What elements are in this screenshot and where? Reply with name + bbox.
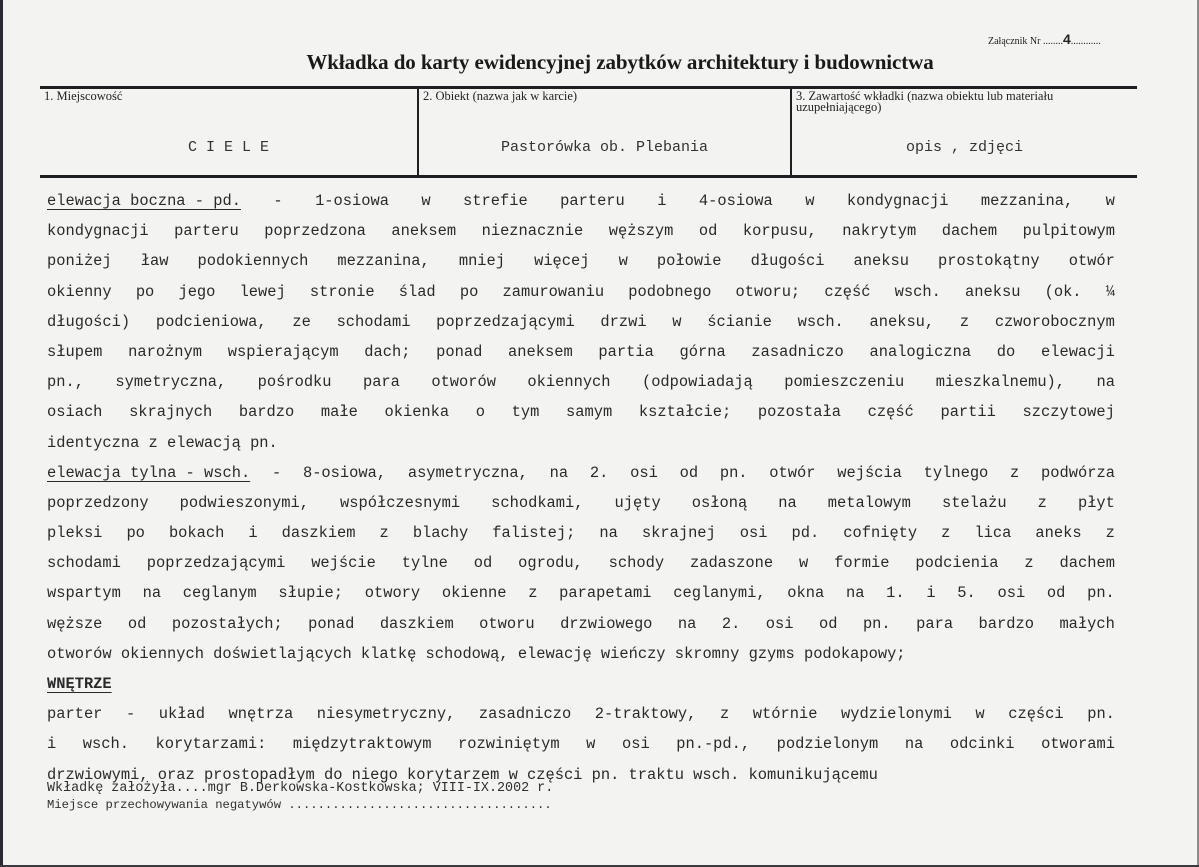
word: poprzedzającymi bbox=[146, 554, 286, 573]
word: elewacji bbox=[1040, 342, 1115, 361]
word: otworu bbox=[479, 614, 535, 633]
field-object bbox=[417, 89, 790, 175]
word: osłoną bbox=[691, 493, 748, 512]
word: ponad bbox=[308, 614, 355, 633]
word: długości bbox=[750, 252, 825, 271]
word: bokach bbox=[168, 524, 225, 543]
word: 1. bbox=[886, 584, 905, 603]
elevation-heading: elewacja boczna - pd. bbox=[47, 192, 241, 210]
word: układ bbox=[158, 705, 205, 724]
word: otworu; bbox=[735, 282, 801, 301]
word: osiach bbox=[47, 403, 103, 422]
word: cofnięty bbox=[843, 524, 918, 543]
word: z bbox=[1024, 554, 1034, 573]
word: otworów bbox=[47, 644, 112, 663]
text-line bbox=[47, 518, 1115, 548]
word: samym bbox=[566, 403, 613, 422]
word: para bbox=[916, 614, 954, 633]
word: o bbox=[475, 403, 486, 422]
word: zasadniczo bbox=[751, 342, 844, 361]
word: wieńczy bbox=[600, 644, 666, 663]
word: 1-osiowa bbox=[315, 192, 389, 210]
word: z bbox=[1010, 463, 1020, 482]
word: dachem bbox=[1059, 554, 1115, 573]
word: międzytraktowym bbox=[292, 735, 432, 754]
word: okiennych bbox=[120, 644, 204, 663]
section-heading: WNĘTRZE bbox=[47, 675, 112, 693]
word: mieszkalnemu), bbox=[935, 373, 1066, 392]
document-footer bbox=[47, 780, 553, 813]
word: w bbox=[672, 312, 682, 331]
word: elewacją bbox=[166, 433, 241, 452]
word: schodami bbox=[336, 312, 411, 331]
word: z bbox=[148, 433, 158, 452]
word: z bbox=[719, 705, 730, 724]
word: z bbox=[528, 584, 538, 603]
word: na bbox=[778, 493, 797, 512]
text-line bbox=[47, 609, 1115, 639]
text-line bbox=[47, 367, 1115, 397]
word: zadaszone bbox=[689, 554, 774, 573]
word: lica bbox=[974, 524, 1012, 543]
word: prostopadłym bbox=[203, 765, 315, 784]
word: identyczna bbox=[47, 433, 140, 452]
field-locality bbox=[40, 89, 417, 175]
word: pn. bbox=[862, 614, 891, 633]
word: - bbox=[273, 192, 283, 210]
word: i bbox=[248, 524, 258, 543]
word: aneks bbox=[1035, 524, 1082, 543]
word: doświetlających bbox=[213, 644, 352, 663]
word: w bbox=[421, 192, 431, 210]
word: jego bbox=[178, 282, 216, 301]
word: drzwiowymi, bbox=[47, 765, 149, 784]
field-contents bbox=[790, 89, 1137, 175]
word: ujęty bbox=[614, 493, 661, 512]
word: wspierającym bbox=[227, 342, 339, 361]
word: długości) bbox=[47, 312, 131, 331]
word: wsch. bbox=[894, 282, 941, 301]
word: traktu bbox=[628, 765, 684, 784]
word: dachem bbox=[941, 222, 998, 241]
word: gzyms bbox=[748, 644, 795, 663]
word: po bbox=[126, 524, 145, 543]
word: osi bbox=[997, 584, 1026, 603]
attachment-trail: ............ bbox=[1070, 36, 1101, 47]
word: bardzo bbox=[238, 403, 295, 422]
attachment-value: 4 bbox=[1062, 31, 1071, 47]
word: 2. bbox=[721, 614, 741, 633]
text-line bbox=[47, 246, 1115, 276]
word: schody bbox=[608, 554, 665, 573]
word: daszkiem bbox=[281, 524, 356, 543]
text-line bbox=[47, 277, 1115, 307]
word: (ok. bbox=[1044, 282, 1082, 301]
word: w bbox=[586, 735, 596, 754]
word: lewej bbox=[239, 282, 286, 301]
word: elewację bbox=[517, 644, 592, 663]
word: okienka bbox=[384, 403, 450, 422]
word: aneksu, bbox=[869, 312, 935, 331]
text-line bbox=[47, 548, 1115, 578]
word: ceglanym bbox=[182, 584, 257, 603]
word: z bbox=[1105, 524, 1115, 543]
text-line bbox=[47, 669, 1115, 699]
word: parteru bbox=[560, 192, 625, 210]
word: aneksem bbox=[508, 342, 573, 361]
description-body bbox=[47, 186, 1115, 790]
word: skrajnych bbox=[129, 403, 213, 422]
word: symetryczna, bbox=[115, 373, 227, 392]
word: na bbox=[904, 735, 924, 754]
word: korytarzami: bbox=[155, 735, 267, 754]
word: nieznacznie bbox=[481, 222, 584, 241]
word: pn. bbox=[1087, 705, 1115, 724]
word: części bbox=[527, 765, 583, 784]
word: wtórnie bbox=[752, 705, 818, 724]
document-title: Wkładka do karty ewidencyjnej zabytków architektury i budownictwa bbox=[306, 50, 934, 74]
word: szczytowej bbox=[1022, 403, 1115, 422]
word: okiennych bbox=[527, 373, 611, 392]
word: mezzanina, bbox=[337, 252, 430, 271]
word: otworami bbox=[1041, 735, 1115, 754]
word: czworobocznym bbox=[994, 312, 1115, 331]
word: na bbox=[549, 463, 569, 482]
word: komunikującemu bbox=[748, 765, 878, 784]
elevation-heading: elewacja tylna - wsch. bbox=[47, 463, 251, 482]
word: kształcie; bbox=[638, 403, 732, 422]
word: od bbox=[698, 222, 718, 241]
word: klatkę bbox=[360, 644, 417, 663]
word: bardzo bbox=[978, 614, 1034, 633]
word: otworów bbox=[431, 373, 496, 392]
word: 2. bbox=[589, 463, 609, 482]
word: podobnego bbox=[628, 282, 712, 301]
word: strefie bbox=[463, 192, 528, 210]
word: narożnym bbox=[128, 342, 203, 361]
text-line bbox=[47, 578, 1115, 608]
word: w bbox=[508, 765, 518, 784]
word: na bbox=[1096, 373, 1115, 392]
word: poniżej bbox=[47, 252, 112, 271]
word: (odpowiadają bbox=[641, 373, 753, 392]
word: pn. bbox=[719, 463, 748, 482]
word: korytarzem bbox=[407, 765, 500, 784]
word: para bbox=[362, 373, 400, 392]
word: parter bbox=[47, 705, 103, 724]
word: słupem bbox=[47, 342, 103, 361]
word: podokapowy; bbox=[803, 644, 906, 663]
word: węższe bbox=[47, 614, 103, 633]
word: stronie bbox=[309, 282, 375, 301]
text-line bbox=[47, 186, 1115, 216]
word: w bbox=[975, 705, 985, 724]
word: z bbox=[941, 524, 951, 543]
word: ścianie bbox=[707, 312, 772, 331]
field-contents-label-line2: uzupełniającego) bbox=[796, 100, 882, 114]
word: i bbox=[47, 735, 57, 754]
word: górna bbox=[679, 342, 726, 361]
word: podwórza bbox=[1041, 463, 1115, 482]
field-locality-value: C I E L E bbox=[187, 139, 269, 156]
word: otwór bbox=[1068, 252, 1115, 271]
word: metalowym bbox=[827, 493, 911, 512]
word: aneksu bbox=[853, 252, 909, 271]
word: części bbox=[1008, 705, 1064, 724]
word: na bbox=[845, 584, 865, 603]
word: część bbox=[824, 282, 871, 301]
word: więcej bbox=[534, 252, 590, 271]
word: parapetami bbox=[559, 584, 652, 603]
word: od bbox=[473, 554, 493, 573]
word: schodową, bbox=[425, 644, 509, 663]
word: w bbox=[805, 192, 815, 210]
word: ponad bbox=[436, 342, 483, 361]
word: na bbox=[677, 614, 697, 633]
word: część bbox=[867, 403, 914, 422]
word: stelażu bbox=[941, 493, 1007, 512]
negatives-location-line: Miejsce przechowywania negatywów .................................... bbox=[47, 798, 552, 812]
word: węższym bbox=[608, 222, 674, 241]
word: zamurowaniu bbox=[502, 282, 605, 301]
field-contents-value: opis , zdjęci bbox=[905, 139, 1024, 156]
word: z bbox=[379, 524, 389, 543]
word: ogrodu, bbox=[518, 554, 583, 573]
attachment-number bbox=[988, 31, 1101, 47]
word: mniej bbox=[458, 252, 506, 271]
field-object-label: 2. Obiekt (nazwa jak w karcie) bbox=[423, 89, 578, 103]
word: do bbox=[996, 342, 1016, 361]
text-line bbox=[47, 639, 1115, 669]
word: 2-traktowy, bbox=[594, 705, 697, 724]
word: wsch. bbox=[693, 765, 740, 784]
word: połowie bbox=[656, 252, 722, 271]
word: nakrytym bbox=[842, 222, 917, 241]
word: aneksu bbox=[965, 282, 1021, 301]
text-line bbox=[47, 428, 1115, 458]
word: - bbox=[125, 705, 136, 724]
word: od bbox=[1046, 584, 1066, 603]
word: ¼ bbox=[1105, 282, 1115, 301]
word: ław bbox=[140, 252, 169, 271]
word: falistej; bbox=[492, 524, 576, 543]
word: analogiczna bbox=[869, 342, 972, 361]
word: daszkiem bbox=[379, 614, 454, 633]
word: pozostała bbox=[757, 403, 841, 422]
word: pn. bbox=[591, 765, 620, 784]
word: pn. bbox=[1087, 584, 1115, 603]
word: i bbox=[926, 584, 936, 603]
word: podokiennych bbox=[197, 252, 309, 271]
word: drzwi bbox=[600, 312, 647, 331]
word: wsch. bbox=[82, 735, 129, 754]
word: pn.-pd., bbox=[676, 735, 751, 754]
word: do bbox=[323, 765, 343, 784]
word: poprzedzającymi bbox=[436, 312, 575, 331]
word: w bbox=[1105, 192, 1115, 210]
word: - bbox=[271, 463, 282, 482]
word: oraz bbox=[157, 765, 195, 784]
word: schodkami, bbox=[491, 493, 584, 512]
word: na bbox=[599, 524, 618, 543]
word: rozwiniętym bbox=[458, 735, 560, 754]
word: płyt bbox=[1077, 493, 1115, 512]
word: i bbox=[657, 192, 667, 210]
text-line bbox=[47, 216, 1115, 246]
word: pulpitowym bbox=[1022, 222, 1115, 241]
word: otwór bbox=[769, 463, 816, 482]
word: parteru bbox=[174, 222, 239, 241]
word: współczesnymi bbox=[340, 493, 461, 512]
word: drzwiowego bbox=[560, 614, 653, 633]
word: po bbox=[459, 282, 479, 301]
word: niego bbox=[351, 765, 398, 784]
word: 4-osiowa bbox=[698, 192, 773, 210]
word: ze bbox=[292, 312, 311, 331]
word: w bbox=[618, 252, 628, 271]
word: partia bbox=[598, 342, 654, 361]
word: pośrodku bbox=[257, 373, 332, 392]
text-line bbox=[47, 397, 1115, 427]
text-line bbox=[47, 458, 1115, 488]
word: od bbox=[127, 614, 147, 633]
word: małe bbox=[320, 403, 358, 422]
word: osi bbox=[765, 614, 794, 633]
word: od bbox=[679, 463, 699, 482]
word: partii bbox=[940, 403, 996, 422]
word: otwory bbox=[364, 584, 421, 603]
word: poprzedzona bbox=[264, 222, 366, 241]
word: niesymetryczny, bbox=[316, 705, 456, 724]
word: ceglanymi, bbox=[673, 584, 766, 603]
word: po bbox=[135, 282, 155, 301]
word: zasadniczo bbox=[478, 705, 572, 724]
word: 5. bbox=[957, 584, 976, 603]
author-line: Wkładkę założyła....mgr B.Derkowska-Kostkowska; VIII-IX.2002 r. bbox=[47, 781, 554, 796]
word: osi bbox=[621, 735, 650, 754]
field-contents-label-line1: 3. Zawartość wkładki (nazwa obiektu lub materiału bbox=[796, 89, 1054, 103]
word: wspartym bbox=[47, 584, 121, 603]
word: okienny bbox=[47, 282, 112, 301]
word: korpusu, bbox=[742, 222, 817, 241]
word: w bbox=[798, 554, 809, 573]
word: pn., bbox=[47, 373, 84, 392]
field-contents-label bbox=[796, 91, 1053, 113]
word: pn. bbox=[250, 433, 278, 452]
word: wejście bbox=[311, 554, 376, 573]
word: z bbox=[959, 312, 970, 331]
word: wsch. bbox=[797, 312, 844, 331]
word: pd. bbox=[791, 524, 820, 543]
word: ślad bbox=[398, 282, 436, 301]
word: schodami bbox=[47, 554, 121, 573]
text-line bbox=[47, 729, 1115, 759]
word: skrajnej bbox=[641, 524, 716, 543]
word: małych bbox=[1059, 614, 1115, 633]
word: słupie; bbox=[278, 584, 344, 603]
word: poprzedzony bbox=[47, 493, 149, 512]
word: asymetryczna, bbox=[407, 463, 528, 482]
word: blachy bbox=[412, 524, 469, 543]
word: wydzielonymi bbox=[841, 705, 952, 724]
word: okienne bbox=[441, 584, 507, 603]
word: podcienia bbox=[915, 554, 999, 573]
attachment-label: Załącznik Nr ........ bbox=[988, 36, 1063, 47]
header-table bbox=[40, 86, 1137, 178]
word: podcieniowa, bbox=[155, 312, 267, 331]
text-line bbox=[47, 488, 1115, 518]
word: tym bbox=[511, 403, 540, 422]
word: okna bbox=[787, 584, 825, 603]
text-line bbox=[47, 307, 1115, 337]
word: odcinki bbox=[949, 735, 1015, 754]
word: kondygnacji bbox=[846, 192, 949, 210]
word: dach; bbox=[364, 342, 411, 361]
field-object-value: Pastorówka ob. Plebania bbox=[500, 139, 709, 156]
word: osi bbox=[630, 463, 658, 482]
word: formie bbox=[834, 554, 890, 573]
scan-edge-left bbox=[0, 0, 3, 867]
word: tylnego bbox=[923, 463, 989, 482]
word: podzielonym bbox=[776, 735, 879, 754]
text-line bbox=[47, 699, 1115, 729]
word: pomieszczeniu bbox=[784, 373, 905, 392]
word: od bbox=[818, 614, 838, 633]
word: aneksem bbox=[391, 222, 457, 241]
word: prostokątny bbox=[938, 252, 1040, 271]
text-line bbox=[47, 337, 1115, 367]
word: wejścia bbox=[837, 463, 902, 482]
word: mezzanina, bbox=[980, 192, 1074, 210]
word: skromny bbox=[674, 644, 740, 663]
word: 8-osiowa, bbox=[302, 463, 387, 482]
word: z bbox=[1037, 493, 1047, 512]
field-locality-label: 1. Miejscowość bbox=[44, 89, 123, 103]
word: osi bbox=[739, 524, 768, 543]
word: kondygnacji bbox=[47, 222, 149, 241]
word: pleksi bbox=[47, 524, 103, 543]
word: na bbox=[142, 584, 162, 603]
word: tylne bbox=[401, 554, 448, 573]
word: pozostałych; bbox=[171, 614, 283, 633]
word: podwieszonymi, bbox=[179, 493, 309, 512]
word: wnętrza bbox=[228, 705, 294, 724]
